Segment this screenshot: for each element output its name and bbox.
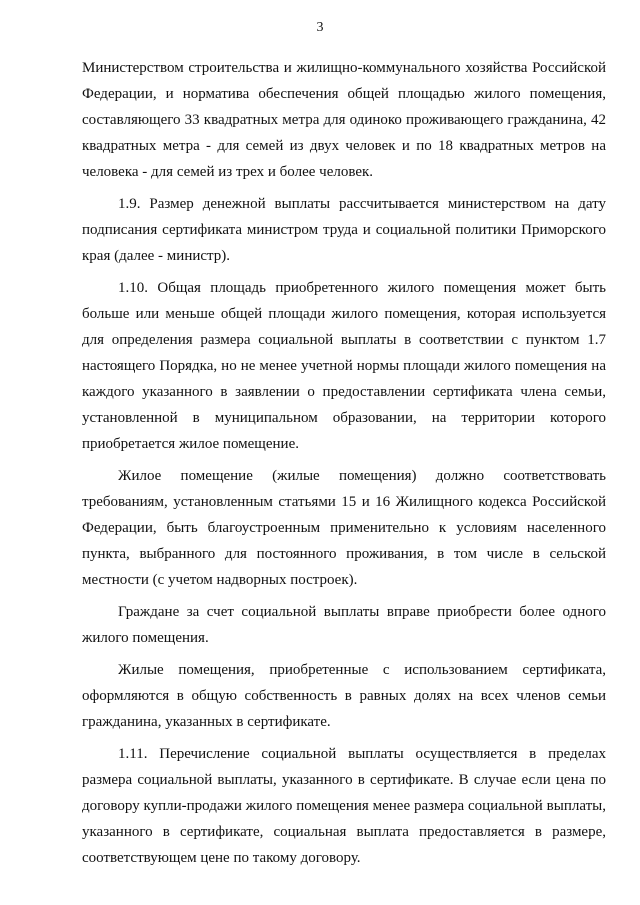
paragraph-1-9: 1.9. Размер денежной выплаты рассчитывается министерством на дату подписания сертификата министром труда и социальной политики Приморского края (далее - министр). — [82, 196, 606, 264]
paragraph-housing-requirements: Жилое помещение (жилые помещения) должно соответствовать требованиям, установленным статьями 15 и 16 Жилищного кодекса Российской Федерации, быть благоустроенным применительно к условиям населенного пункта, выбранного для постоянного проживания, в том числе в сельской местности (с учетом надворных построек). — [82, 468, 606, 588]
paragraph-multiple-dwellings: Граждане за счет социальной выплаты вправе приобрести более одного жилого помещения. — [82, 604, 606, 646]
paragraph-1-10: 1.10. Общая площадь приобретенного жилого помещения может быть больше или меньше общей площади жилого помещения, которая используется для определения размера социальной выплаты в соответствии с пунктом 1.7 настоящего Порядка, но не менее учетной нормы площади жилого помещения на каждого указанного в заявлении о предоставлении сертификата члена семьи, установленной в муниципальном образовании, на территории которого приобретается жилое помещение. — [82, 280, 606, 452]
paragraph-shared-ownership: Жилые помещения, приобретенные с использованием сертификата, оформляются в общую собственность в равных долях на всех членов семьи гражданина, указанных в сертификате. — [82, 662, 606, 730]
document-body — [82, 55, 606, 877]
paragraph-1-11: 1.11. Перечисление социальной выплаты осуществляется в пределах размера социальной выплаты, указанного в сертификате. В случае если цена по договору купли-продажи жилого помещения менее размера социальной выплаты, указанного в сертификате, социальная выплата предоставляется в размере, соответствующем цене по такому договору. — [82, 746, 606, 866]
page-number: 3 — [316, 20, 324, 35]
paragraph-continuation: Министерством строительства и жилищно-коммунального хозяйства Российской Федерации, и норматива обеспечения общей площадью жилого помещения, составляющего 33 квадратных метра для одиноко проживающего гражданина, 42 квадратных метра - для семей из двух человек и по 18 квадратных метров на человека - для семей из трех и более человек. — [82, 60, 606, 180]
